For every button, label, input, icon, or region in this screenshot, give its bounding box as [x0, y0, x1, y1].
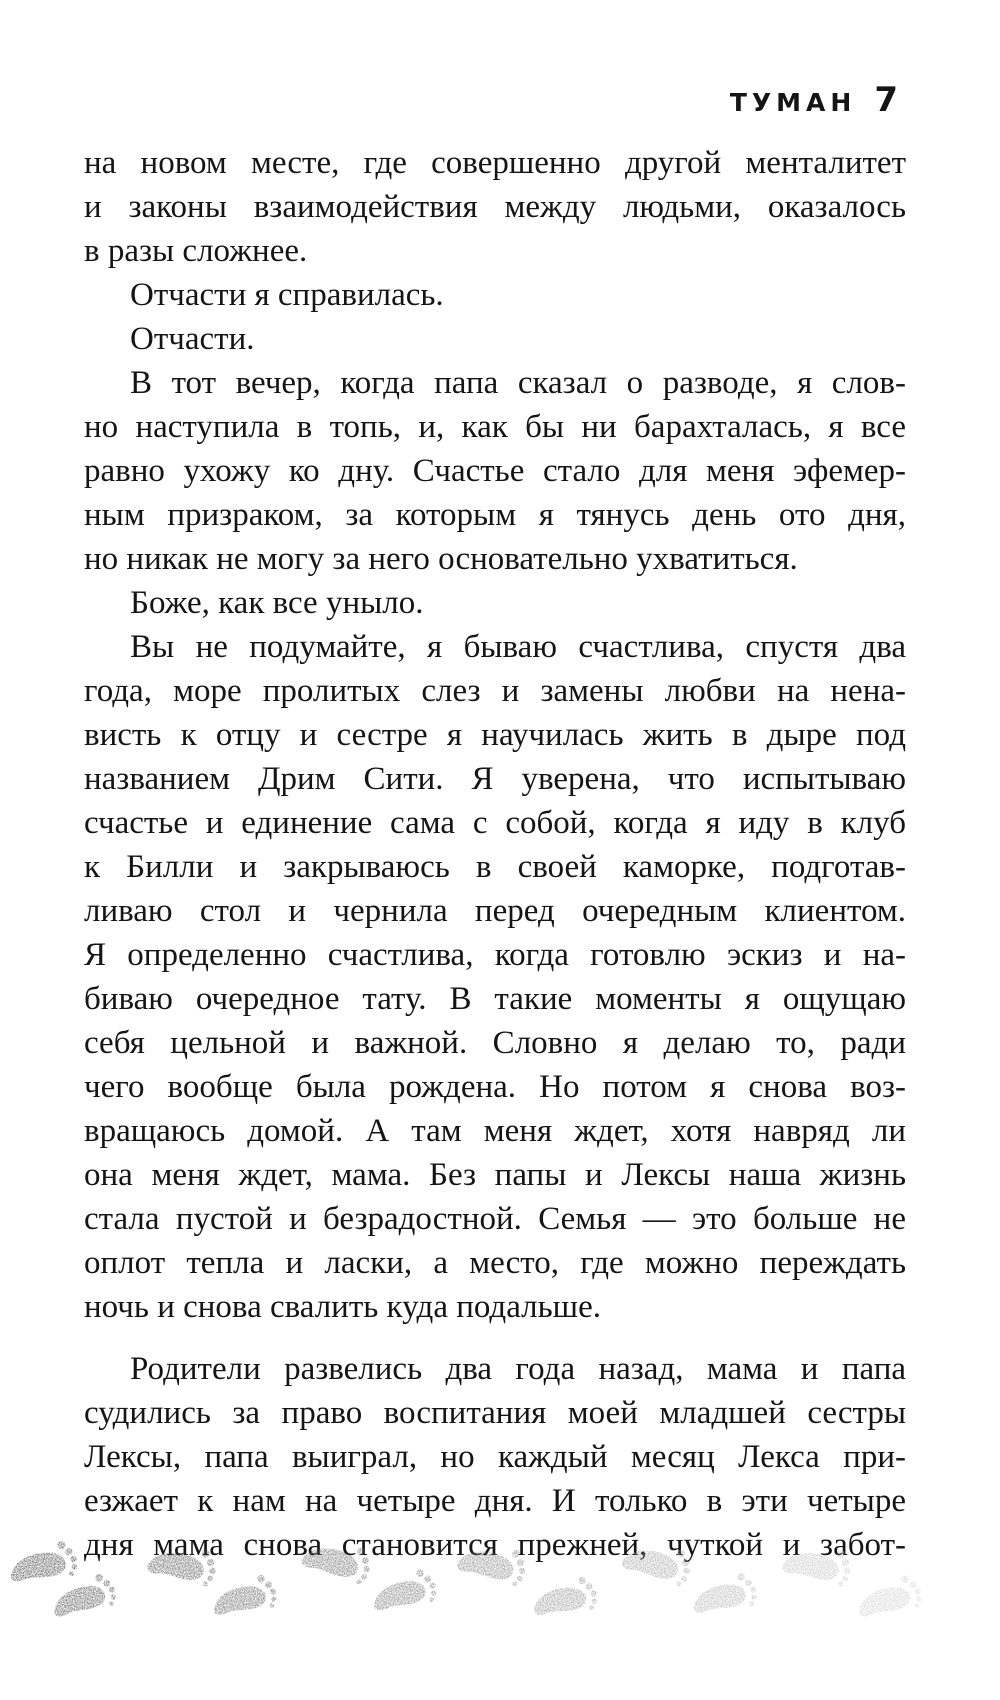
- footprints-decoration: [0, 1520, 1000, 1630]
- text-line: себя цельной и важной. Словно я делаю то, ради: [84, 1025, 906, 1061]
- text-line: чего вообще была рождена. Но потом я снова воз-: [84, 1069, 906, 1105]
- footprint-icon: [368, 1566, 440, 1617]
- text-line: Отчасти.: [130, 321, 255, 357]
- footprint-icon: [781, 1542, 854, 1588]
- footprint-icon: [6, 1539, 80, 1589]
- text-line: Лексы, папа выиграл, но каждый месяц Лекса при-: [84, 1439, 906, 1475]
- footprint-icon: [300, 1536, 374, 1586]
- text-line: Я определенно счастлива, когда готовлю эскиз и на-: [84, 937, 906, 973]
- text-line: года, море пролитых слез и замены любви на нена-: [84, 673, 906, 709]
- text-line: стала пустой и безрадостной. Семья — это больше не: [84, 1201, 906, 1237]
- text-line: езжает к нам на четыре дня. И только в эти четыре: [84, 1483, 906, 1519]
- text-line: оплот тепла и ласки, а место, где можно переждать: [84, 1245, 906, 1281]
- text-line: Вы не подумайте, я бываю счастлива, спустя два: [130, 629, 906, 665]
- footprint-icon: [853, 1572, 925, 1623]
- text-line: счастье и единение сама с собой, когда я иду в клуб: [84, 805, 906, 841]
- running-header: [730, 80, 898, 120]
- text-line: названием Дрим Сити. Я уверена, что испытываю: [84, 761, 906, 797]
- text-line: и законы взаимодействия между людьми, оказалось: [84, 189, 906, 225]
- text-line: висть к отцу и сестре я научилась жить в дыре под: [84, 717, 906, 753]
- text-line: она меня ждет, мама. Без папы и Лексы наша жизнь: [84, 1157, 906, 1193]
- text-line: Боже, как все уныло.: [130, 585, 424, 621]
- footprint-icon: [47, 1570, 119, 1623]
- text-line: к Билли и закрываюсь в своей каморке, подготав-: [84, 849, 906, 885]
- page-number: 7: [874, 80, 898, 120]
- footprint-icon: [146, 1542, 219, 1588]
- text-line: в разы сложнее.: [84, 233, 308, 269]
- footprint-icon: [455, 1540, 529, 1588]
- text-line: равно ухожу ко дну. Счастье стало для меня эфемер-: [84, 453, 906, 489]
- footprint-icon: [620, 1538, 694, 1588]
- text-line: судились за право воспитания моей младшей сестры: [84, 1395, 906, 1431]
- text-line: ночь и снова свалить куда подальше.: [84, 1289, 601, 1325]
- body-text: [84, 141, 906, 1567]
- running-title: ТУМАН: [729, 88, 857, 117]
- footprint-icon: [208, 1572, 279, 1621]
- text-line: но никак не могу за него основательно ухватиться.: [84, 541, 798, 577]
- text-line: Отчасти я справилась.: [130, 277, 444, 313]
- text-line: вращаюсь домой. А там меня ждет, хотя навряд ли: [84, 1113, 906, 1149]
- text-line: на новом месте, где совершенно другой менталитет: [84, 145, 906, 181]
- footprint-icon: [529, 1574, 600, 1621]
- text-line: Родители развелись два года назад, мама и папа: [130, 1351, 906, 1387]
- text-line: но наступила в топь, и, как бы ни барахталась, я все: [84, 409, 906, 445]
- text-line: дня мама снова становится прежней, чуткой и забот-: [84, 1527, 906, 1563]
- text-line: биваю очередное тату. В такие моменты я ощущаю: [84, 981, 906, 1017]
- text-line: ливаю стол и чернила перед очередным клиентом.: [84, 893, 906, 929]
- text-line: ным призраком, за которым я тянусь день ото дня,: [84, 497, 906, 533]
- text-line: В тот вечер, когда папа сказал о разводе, я слов-: [130, 365, 906, 401]
- footprint-icon: [688, 1570, 759, 1619]
